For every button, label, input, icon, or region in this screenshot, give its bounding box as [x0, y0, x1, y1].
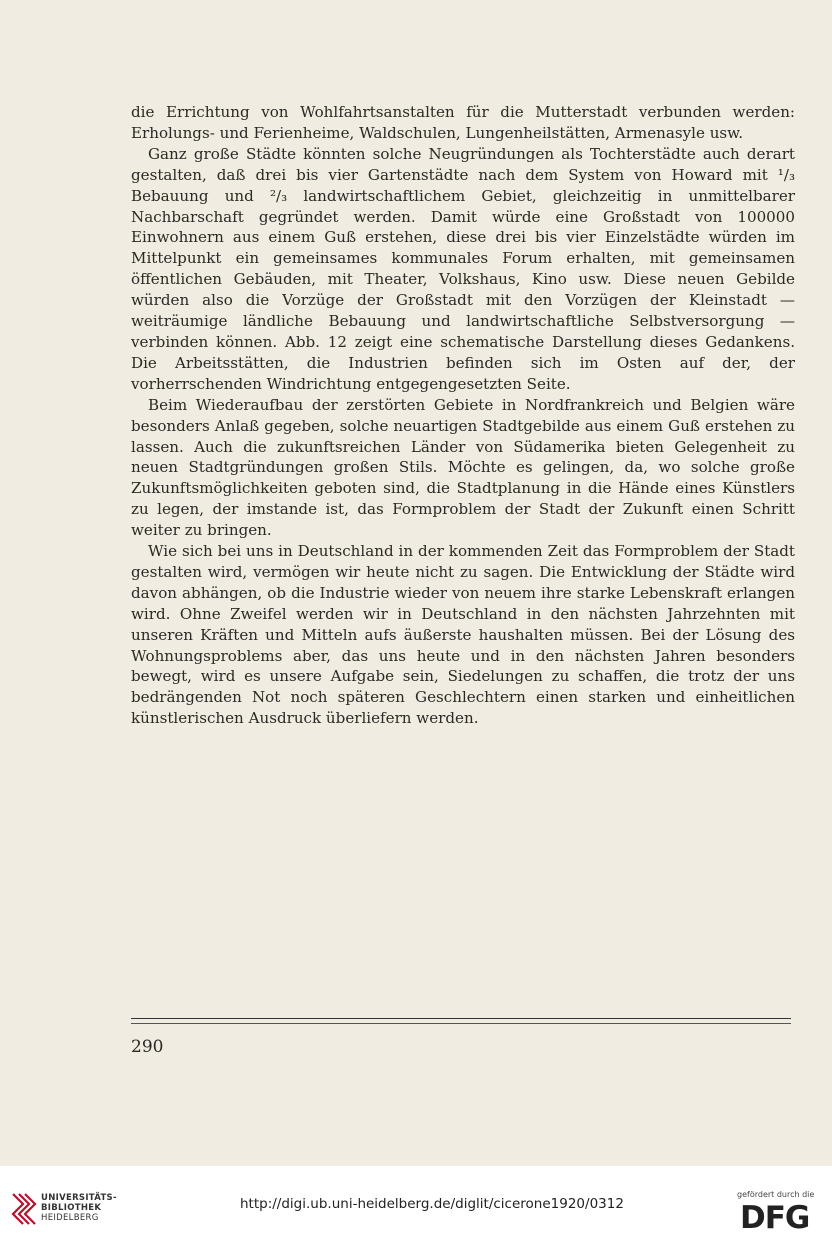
permalink-url[interactable]: http://digi.ub.uni-heidelberg.de/diglit/cicerone1920/0312 — [240, 1196, 624, 1212]
paragraph-1: die Errichtung von Wohlfahrtsanstalten für die Mutterstadt verbunden werden: Erholungs- und Ferienheime, Waldschulen, Lungenheilstätten, Armenasyle usw. — [131, 103, 795, 142]
library-line-1: UNIVERSITÄTS- — [41, 1193, 117, 1203]
library-line-3: HEIDELBERG — [41, 1213, 99, 1223]
paragraph-2: Ganz große Städte könnten solche Neugründungen als Tochterstädte auch derart gestalten, daß drei bis vier Gartenstädte nach dem System von Howard mit ¹/₃ Bebauung und ²/₃ landwirtschaftlichem Gebiet, gleichzeitig in unmittelbarer Nachbarschaft gegründet werden. Damit würde eine Großstadt von 100000 Einwohnern aus einem Guß erstehen, diese drei bis vier Einzelstädte würden im Mittelpunkt ein gemeinsames kommunales Forum erhalten, mit gemeinsamen öffentlichen Gebäuden, mit Theater, Volkshaus, Kino usw. Diese neuen Gebilde würden also die Vorzüge der Großstadt mit den Vorzügen der Kleinstadt — weiträumige ländliche Bebauung und landwirtschaftliche Selbstversorgung — verbinden können. Abb. 12 zeigt eine schematische Darstellung dieses Gedankens. Die Arbeitsstätten, die Industrien befinden sich im Osten auf der, der vorherrschenden Windrichtung entgegengesetzten Seite. — [131, 144, 795, 393]
body-text — [131, 102, 795, 729]
dfg-logo[interactable]: DFG — [740, 1200, 810, 1236]
funding-caption: gefördert durch die — [737, 1190, 815, 1199]
library-line-2: BIBLIOTHEK — [41, 1203, 102, 1213]
footer-rule-thick — [131, 1018, 791, 1019]
ub-heidelberg-logo-icon[interactable] — [9, 1190, 37, 1230]
library-name[interactable] — [41, 1193, 117, 1223]
paragraph-3: Beim Wiederaufbau der zerstörten Gebiete in Nordfrankreich und Belgien wäre besonders Anlaß gegeben, solche neuartigen Stadtgebilde aus einem Guß erstehen zu lassen. Auch die zukunftsreichen Länder von Südamerika bieten Gelegenheit zu neuen Stadtgründungen großen Stils. Möchte es gelingen, da, wo solche große Zukunftsmöglichkeiten geboten sind, die Stadtplanung in die Hände eines Künstlers zu legen, der imstande ist, das Formproblem der Stadt der Zukunft einen Schritt weiter zu bringen. — [131, 395, 795, 540]
paragraph-4: Wie sich bei uns in Deutschland in der kommenden Zeit das Formproblem der Stadt gestalten wird, vermögen wir heute nicht zu sagen. Die Entwicklung der Städte wird davon abhängen, ob die Industrie wieder von neuem ihre starke Lebenskraft erlangen wird. Ohne Zweifel werden wir in Deutschland in den nächsten Jahrzehnten mit unseren Kräften und Mitteln aufs äußerste haushalten müssen. Bei der Lösung des Wohnungsproblems aber, das uns heute und in den nächsten Jahren besonders bewegt, wird es unsere Aufgabe sein, Siedelungen zu schaffen, die trotz der uns bedrängenden Not noch späteren Geschlechtern einen starken und einheitlichen künstlerischen Ausdruck überliefern werden. — [131, 542, 795, 728]
viewer-footer — [0, 1166, 832, 1241]
page-number: 290 — [131, 1037, 164, 1057]
footer-rule-thin — [131, 1023, 791, 1024]
